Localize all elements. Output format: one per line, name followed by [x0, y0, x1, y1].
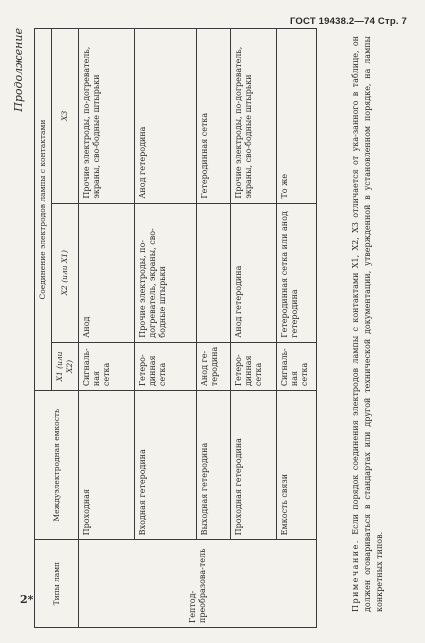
header-capacity: Междуэлектродная емкость	[35, 391, 79, 540]
x1-cell: Гетеро-динная сетка	[135, 342, 197, 390]
x2-cell	[197, 203, 231, 342]
note-label: Примечание.	[351, 539, 360, 612]
table-row	[79, 29, 135, 628]
table-row	[231, 29, 277, 628]
page-header: ГОСТ 19438.2—74 Стр. 7	[289, 16, 407, 27]
x3-cell: Прочие электроды, по-догреватель, экраны, сво-бодные штырьки	[231, 29, 277, 204]
x3-cell: Анод гетеродина	[135, 29, 197, 204]
capacity-cell: Проходная	[79, 391, 135, 540]
capacity-cell: Выходная гетеродина	[197, 391, 231, 540]
table-row	[277, 29, 317, 628]
x1-cell: Анод ге-теродина	[197, 342, 231, 390]
x1-cell: Сигналь-ная сетка	[79, 342, 135, 390]
x2-cell: Гетеродинная сетка или анод гетеродина	[277, 203, 317, 342]
header-connection-group: Соединение электродов лампы с контактами	[35, 29, 52, 391]
x2-cell: Анод	[79, 203, 135, 342]
x3-cell: Гетеродинная сетка	[197, 29, 231, 204]
electrode-table	[34, 28, 317, 628]
table-note	[350, 36, 386, 612]
x2-cell: Прочие электроды, по-догреватель, экраны, сво-бодные штырьки	[135, 203, 197, 342]
table-row	[135, 29, 197, 628]
x3-cell: То же	[277, 29, 317, 204]
x2-cell: Анод гетеродина	[231, 203, 277, 342]
capacity-cell: Проходная гетеродина	[231, 391, 277, 540]
header-x1: X1 (или X2)	[52, 342, 79, 390]
continuation-label: Продолжение	[12, 28, 25, 112]
capacity-cell: Емкость связи	[277, 391, 317, 540]
rotated-page-content	[12, 28, 417, 628]
header-x2: X2 (или X1)	[52, 203, 79, 342]
page-signature-mark: 2*	[20, 593, 34, 606]
header-x3: X3	[52, 29, 79, 204]
header-lamp-types: Типы ламп	[35, 540, 79, 628]
x1-cell: Гетеро-динная сетка	[231, 342, 277, 390]
x3-cell: Прочие электроды, по-догреватель, экраны, сво-бодные штырьки	[79, 29, 135, 204]
lamp-type-cell: Гептод-преобразова-тель	[79, 540, 317, 628]
capacity-cell: Входная гетеродина	[135, 391, 197, 540]
table-row	[197, 29, 231, 628]
note-text: Если порядок соединения электродов лампы с контактами X1, X2, X3 отличается от ука-занного в таблице, он должен оговариваться в стандартах или другой технической документации, утвержденной в установленном порядке, на лампы конкретных типов.	[351, 36, 384, 612]
x1-cell: Сигналь-ная сетка	[277, 342, 317, 390]
